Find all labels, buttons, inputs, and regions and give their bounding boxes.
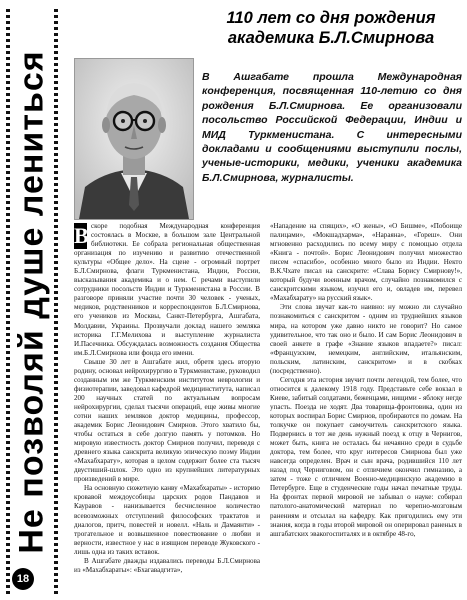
lead-paragraph: В Ашгабате прошла Международная конференция, посвященная 110-летию со дня рождения Б.Л.Смирнова. Ее организовали посольство Российской Федерации, Индии и МИД Туркменистана. С интересными докладами и сообщениями выступили послы, ученые-историки, медики, ученики академика Б.Л.Смирнова, журналисты. (202, 71, 462, 184)
band-border-strip (6, 6, 10, 594)
article-paragraph: Эти слова звучат как-то наивно: ну можно ли случайно познакомиться с санскритом - одним из труднейших языков мира, на котором уже давно никто не говорит? Но самое удивительное, что так оно и было. И сам Борис Леонидович в своей анкете в графе «Знание языков впадаете?» писал: «Французским, немецким, английским, итальянским, польским, латинским, санскритом» и в скобках (посредственно). (270, 303, 462, 375)
article-paragraph (74, 222, 260, 358)
drop-cap: В (74, 223, 89, 248)
band-border-strip (54, 6, 58, 594)
article-paragraph: На основную сюжетную канву «Махабхараты» - историю кровавой междоусобицы царских родов Пандавов и Кауравов - нанизывается бесчисленное количество всевозможных отступлений философских трактатов и диалогов, притч, повестей и новелл. «Наль и Дамаянти» - трогательное и возвышенное повествование о любви и верности, известное у нас в изящном переводе Жуковского - лишь одна из таких вставок. (74, 484, 260, 556)
article-column-right (270, 222, 462, 592)
page-number: 18 (12, 568, 34, 590)
portrait-photo (74, 58, 194, 220)
vertical-title-text: Не позволяй душе лениться (12, 49, 51, 554)
article-column-left (74, 222, 260, 592)
headline (200, 8, 462, 48)
headline-line-1: 110 лет со дня рождения (226, 9, 436, 27)
article-paragraph: Сегодня эта история звучит почти легендой, тем более, что относится к далекому 1918 году. Представьте себе вокзал в Киеве, забитый солдатами, беженцами, нищими - яблоку негде упасть. Поезда не ходят. Два товарища-фронтовика, один из которых воспирал Борис Смирнов, пробираются по домам. На толкучке он покупает самоучитель санскритского языка. Подвернись в тот же день нужный поезд к отцу в Чернигов, может быть, книга не осталась бы нечаянно среди в судьбе доктора, тем более, что круг интересов Смирнова был уже навсегда определен. Врач и сын врача, родившийся 110 лет назад под Черниговом, он с отличием окончил гимназию, а затем - тоже с отличием Военно-медицинскую академию в Петербурге. Еще в студенческие годы начал печатные труды. На фронтах первой мировой не забывал о науке: собирал патолого-анатомический материал по черепно-мозговым ранениям и отсылал на кафедру. Как пригодились ему эти знания, когда в годы второй мировой он оперировал раненых в ашгабатских эвакогоспиталях и в октябре 48-го, (270, 375, 462, 538)
article-paragraph-text: скоре подобная Международная конференция состоялась в Москве, в большом зале Центральной библиотеки. Ее собрала региональная общественная организация по изучению и развитию отечественной культуры «Общее дело». На сцене - огромный портрет Б.Л.Смирнова, флаги Туркменистана, Индии, России, высказывания академика и о нем. С речами выступили сотрудники посольств Индии и Туркменистана в России. В разговоре приняли участие почти 30 человек - ученых, медиков, родственников и корреспондентов Б.Л.Смирнова, его учеников из Москвы, Санкт-Петербурга, Ашгабата, Молдавии, Украины. Прозвучали доклад нашего земляка историка Г.Г.Мелихова и выступление журналиста И.Пасечника. Обсуждалась возможность создания Общества им.Б.Л.Смирнова или фонда его имени. (74, 222, 260, 357)
article-paragraph: «Нападение на спящих», «О жены», «О Бишме», «Побоище палицами», «Мокшадхарма», «Нараяна», «Гореш». Они мгновенно расходились по всему миру с помощью отдела «Книга - почтой». Борис Леонидович получил множество писем «спасибо», особенно много было из Индии. Некто В.К.Чхате писал на санскрите: «Слава Борису Смирнову!», который будучи военным врачом, случайно познакомился с санскритскими языком, изучил его и, овладев им, перевел «Махабхарату» на русский язык». (270, 222, 462, 303)
article-paragraph: Свыше 30 лет в Ашгабате жил, обретя здесь вторую родину, основал нейрохирургию в Туркменистане, руководил созданным им же Туркменским институтом неврологии и физиотерапии, заведовал кафедрой медицинститута, написал 200 научных статей по актуальным вопросам нейрохирургии, сделал тысячи операций, еще живы многие сотни наших земляков доктор медицины, профессор, академик Борис Леонидович Смирнов. Этого хватило бы, чтобы остаться в себе долгую память у потомков. Но мировую известность доктор Смирнов получил, переведя с древнего языка санскрита великую эпическую поэму Индии «Махабхарату», которая в целом содержит более ста тысяч двустиший-шлок. Это одно из крупнейших литературных произведений в мире. (74, 357, 260, 484)
vertical-title (14, 24, 50, 579)
headline-line-2: академика Б.Л.Смирнова (227, 29, 435, 47)
portrait-illustration (75, 59, 193, 219)
article-paragraph: В Ашгабате дважды издавались переводы Б.Л.Смирнова из «Махабхараты»: «Бхагавадгита», (74, 556, 260, 574)
